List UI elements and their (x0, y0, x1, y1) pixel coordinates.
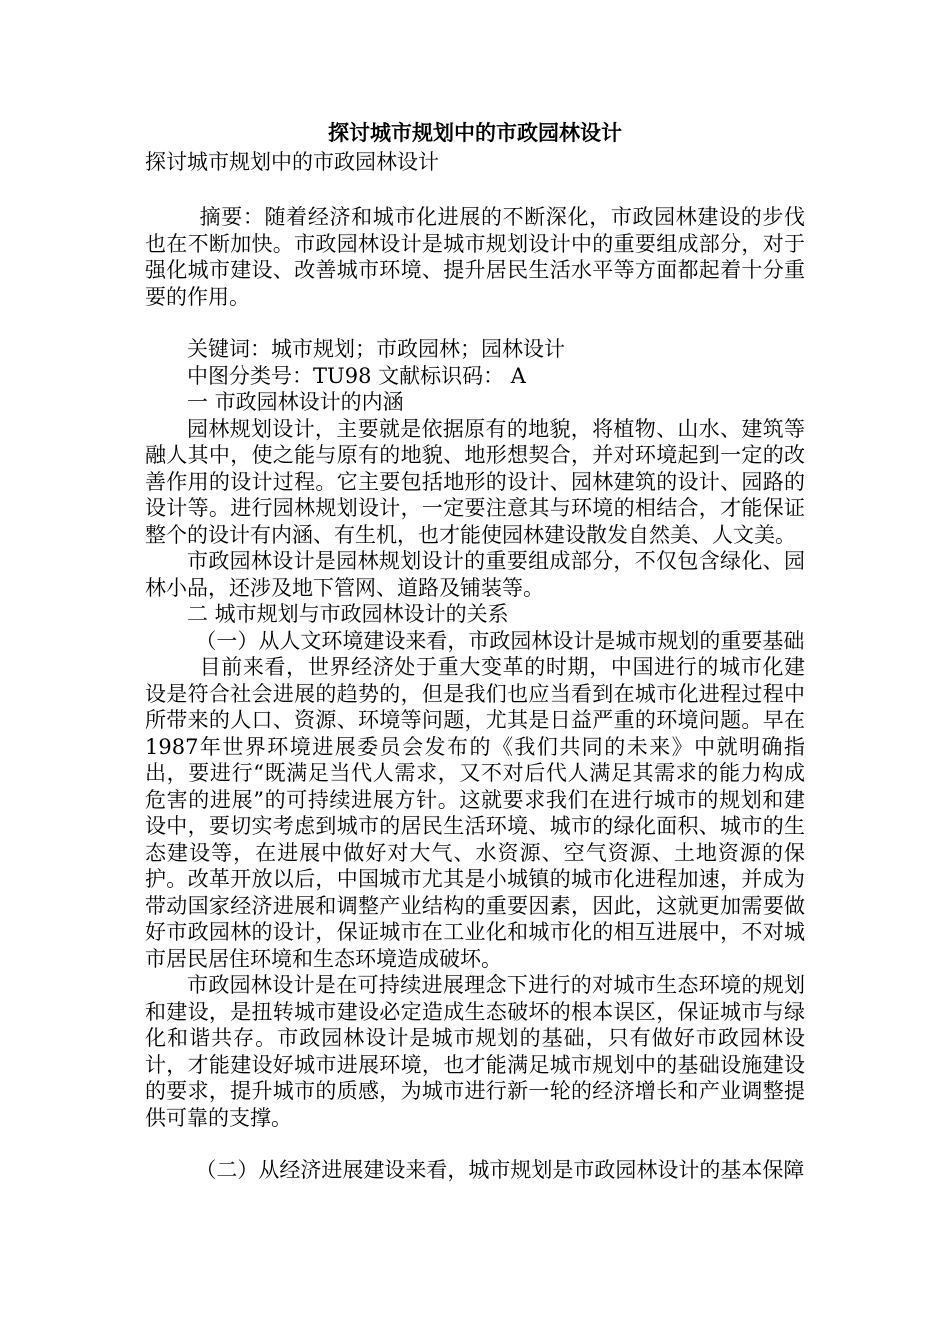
section-1-paragraph-2: 市政园林设计是园林规划设计的重要组成部分，不仅包含绿化、园林小品，还涉及地下管网、道路及铺装等。 (145, 549, 805, 600)
section-1-paragraph-1: 园林规划设计，主要就是依据原有的地貌，将植物、山水、建筑等融人其中，使之能与原有的地貌、地形想契合，并对环境起到一定的改善作用的设计过程。它主要包括地形的设计、园林建筑的设计、园路的设计等。进行园林规划设计，一定要注意其与环境的相结合，才能保证整个的设计有内涵、有生机，也才能使园林建设散发自然美、人文美。 (145, 416, 805, 547)
subsection-2-heading: （二）从经济进展建设来看，城市规划是市政园林设计的基本保障 (195, 1158, 805, 1182)
document-title: 探讨城市规划中的市政园林设计 (328, 120, 622, 145)
section-1-heading: 一 市政园林设计的内涵 (187, 390, 404, 414)
abstract-paragraph: 摘要：随着经济和城市化进展的不断深化，市政园林建设的步伐也在不断加快。市政园林设计是城市规划设计中的重要组成部分，对于强化城市建设、改善城市环境、提升居民生活水平等方面都起着十分重要的作用。 (145, 205, 805, 309)
keywords-line: 关键词：城市规划；市政园林；园林设计 (187, 337, 565, 361)
document-page (145, 118, 805, 1184)
subsection-1-heading: （一）从人文环境建设来看，市政园林设计是城市规划的重要基础 (195, 628, 805, 653)
section-2-heading: 二 城市规划与市政园林设计的关系 (187, 602, 509, 626)
document-subtitle: 探讨城市规划中的市政园林设计 (145, 150, 439, 174)
subsection-1-paragraph-2: 市政园林设计是在可持续进展理念下进行的对城市生态环境的规划和建设，是扭转城市建设必定造成生态破坏的根本误区，保证城市与绿化和谐共存。市政园林设计是城市规划的基础，只有做好市政园林设计，才能建设好城市进展环境，也才能满足城市规划中的基础设施建设的要求，提升城市的质感，为城市进行新一轮的经济增长和产业调整提供可靠的支撑。 (145, 973, 805, 1130)
subsection-1-paragraph-1: 目前来看，世界经济处于重大变革的时期，中国进行的城市化建设是符合社会进展的趋势的，但是我们也应当看到在城市化进程过程中所带来的人口、资源、环境等问题，尤其是日益严重的环境问题。早在1987年世界环境进展委员会发布的《我们共同的未来》中就明确指出，要进行“既满足当代人需求，又不对后代人满足其需求的能力构成危害的进展”的可持续进展方针。这就要求我们在进行城市的规划和建设中，要切实考虑到城市的居民生活环境、城市的绿化面积、城市的生态建设等，在进展中做好对大气、水资源、空气资源、土地资源的保护。改革开放以后，中国城市尤其是小城镇的城市化进程加速，并成为带动国家经济进展和调整产业结构的重要因素，因此，这就更加需要做好市政园林的设计，保证城市在工业化和城市化的相互进展中，不对城市居民居住环境和生态环境造成破坏。 (145, 655, 805, 971)
classification-line: 中图分类号：TU98 文献标识码： A (187, 363, 526, 388)
